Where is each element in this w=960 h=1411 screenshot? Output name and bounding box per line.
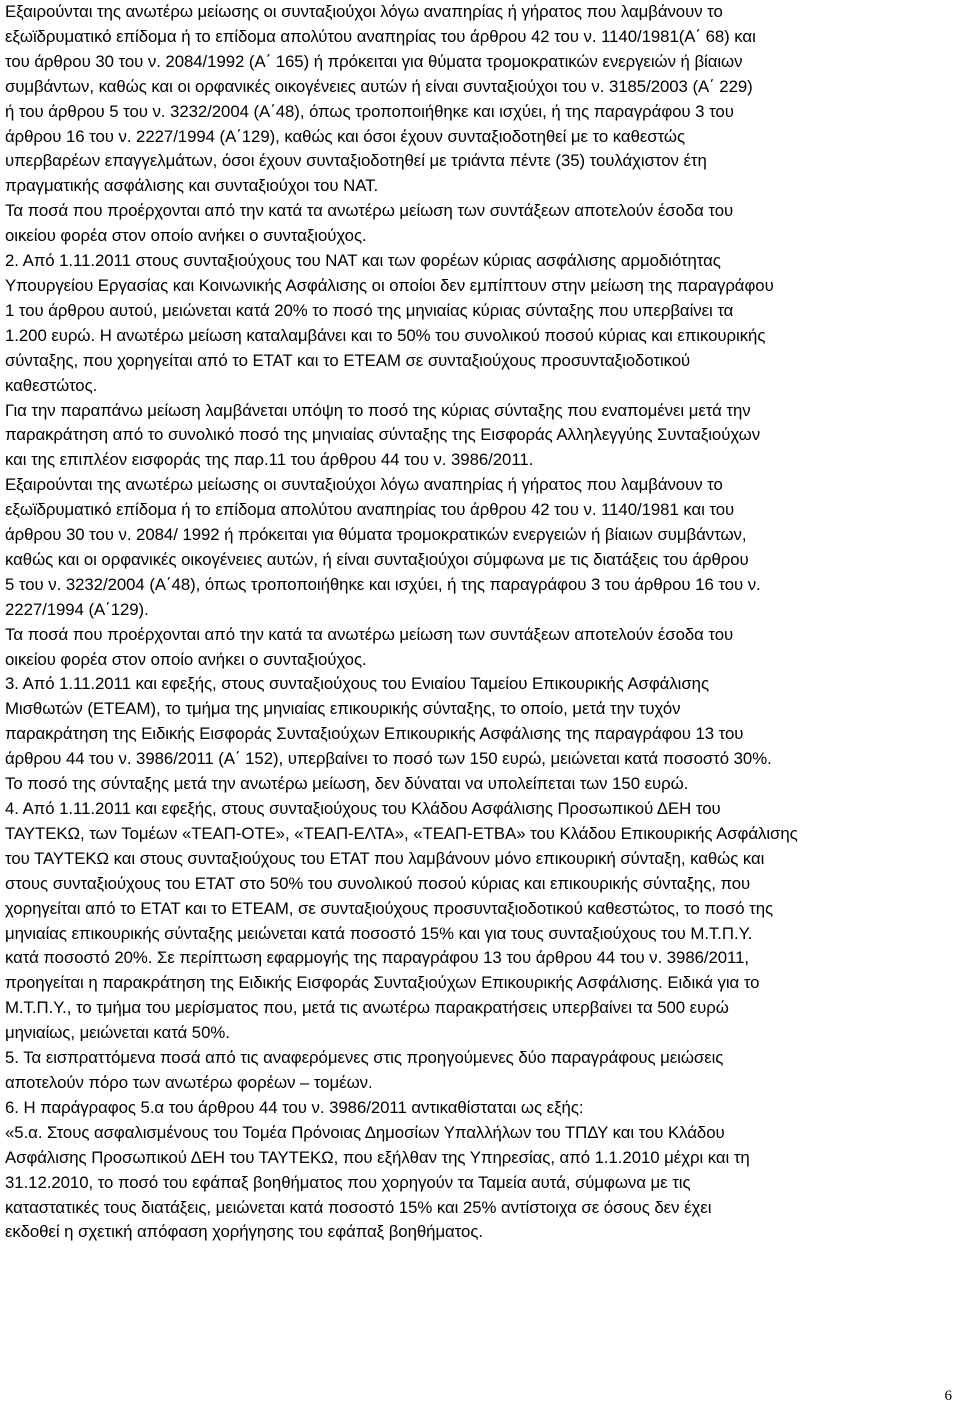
text-line: Τα ποσά που προέρχονται από την κατά τα ανωτέρω μείωση των συντάξεων αποτελούν έσοδα του: [5, 201, 734, 221]
text-line: ΤΑΥΤΕΚΩ, των Τομέων «ΤΕΑΠ-ΟΤΕ», «ΤΕΑΠ-ΕΛΤΑ», «ΤΕΑΠ-ΕΤΒΑ» του Κλάδου Επικουρικής Ασφάλισης: [5, 823, 798, 843]
text-line: «5.α. Στους ασφαλισμένους του Τομέα Πρόνοιας Δημοσίων Υπαλλήλων του ΤΠΔΥ και του Κλάδου: [5, 1122, 725, 1142]
text-line: οικείου φορέα στον οποίο ανήκει ο συνταξιούχος.: [5, 649, 367, 669]
text-line: πραγματικής ασφάλισης και συνταξιούχοι του ΝΑΤ.: [5, 176, 379, 196]
text-line: εκδοθεί η σχετική απόφαση χορήγησης του εφάπαξ βοηθήματος.: [5, 1222, 483, 1242]
text-line: 4. Από 1.11.2011 και εφεξής, στους συνταξιούχους του Κλάδου Ασφάλισης Προσωπικού ΔΕΗ του: [5, 799, 721, 818]
text-line: παρακράτηση από το συνολικό ποσό της μηνιαίας σύνταξης της Εισφοράς Αλληλεγγύης Συνταξιούχων: [5, 425, 761, 445]
text-line: άρθρου 30 του ν. 2084/ 1992 ή πρόκειται για θύματα τρομοκρατικών ενεργειών ή βίαιων συμβάντων,: [5, 525, 747, 545]
text-line: αποτελούν πόρο των ανωτέρω φορέων – τομέων.: [5, 1072, 373, 1092]
paragraph: [5, 672, 945, 797]
paragraph: [5, 623, 945, 673]
text-line: χορηγείται από το ΕΤΑΤ και το ΕΤΕΑΜ, σε συνταξιούχους προσυνταξιοδοτικού καθεστώτος, το ποσό της: [5, 898, 774, 918]
paragraph: [5, 797, 945, 1046]
text-line: οικείου φορέα στον οποίο ανήκει ο συνταξιούχος.: [5, 226, 367, 246]
text-line: του ΤΑΥΤΕΚΩ και στους συνταξιούχους του ΕΤΑΤ που λαμβάνουν μόνο επικουρική σύνταξη, καθώς και: [5, 848, 765, 868]
text-line: καταστατικές τους διατάξεις, μειώνεται κατά ποσοστό 15% και 25% αντίστοιχα σε όσους δεν έχει: [5, 1197, 712, 1217]
text-line: στους συνταξιούχους του ΕΤΑΤ στο 50% του συνολικού ποσού κύριας και επικουρικής σύνταξης, που: [5, 873, 751, 893]
paragraph: [5, 0, 945, 199]
text-line: 5 του ν. 3232/2004 (Α΄48), όπως τροποποιήθηκε και ισχύει, ή της παραγράφου 3 του άρθρου 16 του ν.: [5, 574, 761, 594]
text-line: Μ.Τ.Π.Υ., το τμήμα του μερίσματος που, μετά τις ανωτέρω παρακρατήσεις υπερβαίνει τα 500 ευρώ: [5, 998, 729, 1018]
text-line: Εξαιρούνται της ανωτέρω μείωσης οι συνταξιούχοι λόγω αναπηρίας ή γήρατος που λαμβάνουν το: [5, 475, 723, 495]
paragraph: [5, 1096, 945, 1121]
text-line: εξωϊδρυματικό επίδομα ή το επίδομα απολύτου αναπηρίας του άρθρου 42 του ν. 1140/1981 και του: [5, 500, 735, 520]
text-line: Το ποσό της σύνταξης μετά την ανωτέρω μείωση, δεν δύναται να υπολείπεται των 150 ευρώ.: [5, 774, 689, 794]
paragraph: [5, 399, 945, 474]
text-line: καθώς και οι ορφανικές οικογένειες αυτών, ή είναι συνταξιούχοι σύμφωνα με τις διατάξεις του άρθρου: [5, 549, 749, 569]
text-line: Ασφάλισης Προσωπικού ΔΕΗ του ΤΑΥΤΕΚΩ, που εξήλθαν της Υπηρεσίας, από 1.1.2010 μέχρι και τη: [5, 1147, 750, 1167]
paragraph: [5, 1046, 945, 1096]
text-line: μηνιαίας επικουρικής σύνταξης μειώνεται κατά ποσοστό 15% και για τους συνταξιούχους του Μ.Τ.Π.Υ.: [5, 923, 753, 943]
text-line: 1.200 ευρώ. Η ανωτέρω μείωση καταλαμβάνει και το 50% του συνολικού ποσού κύριας και επικουρικής: [5, 325, 766, 345]
text-line: άρθρου 44 του ν. 3986/2011 (Α΄ 152), υπερβαίνει το ποσό των 150 ευρώ, μειώνεται κατά ποσοστό 30%.: [5, 749, 772, 769]
text-line: καθεστώτος.: [5, 375, 98, 395]
page-number: 6: [944, 1388, 952, 1404]
text-line: 6. Η παράγραφος 5.α του άρθρου 44 του ν. 3986/2011 αντικαθίσταται ως εξής:: [5, 1097, 584, 1117]
document-body: [5, 0, 945, 1245]
text-line: προηγείται η παρακράτηση της Ειδικής Εισφοράς Συνταξιούχων Επικουρικής Ασφάλισης. Ειδικά για το: [5, 973, 760, 993]
text-line: 31.12.2010, το ποσό του εφάπαξ βοηθήματος που χορηγούν τα Ταμεία αυτά, σύμφωνα με τις: [5, 1172, 691, 1192]
text-line: του άρθρου 30 του ν. 2084/1992 (Α΄ 165) ή πρόκειται για θύματα τρομοκρατικών ενεργειών ή βίαιων: [5, 51, 743, 71]
text-line: παρακράτηση της Ειδικής Εισφοράς Συνταξιούχων Επικουρικής Ασφάλισης της παραγράφου 13 του: [5, 724, 744, 744]
text-line: 2. Από 1.11.2011 στους συνταξιούχους του ΝΑΤ και των φορέων κύριας ασφάλισης αρμοδιότητας: [5, 251, 721, 271]
paragraph: [5, 1121, 945, 1246]
text-line: άρθρου 16 του ν. 2227/1994 (Α΄129), καθώς και όσοι έχουν συνταξιοδοτηθεί με το καθεστώς: [5, 126, 686, 146]
paragraph: [5, 249, 945, 398]
text-line: υπερβαρέων επαγγελμάτων, όσοι έχουν συνταξιοδοτηθεί με τριάντα πέντε (35) τουλάχιστον έτη: [5, 151, 707, 171]
text-line: 5. Τα εισπραττόμενα ποσά από τις αναφερόμενες στις προηγούμενες δύο παραγράφους μειώσεις: [5, 1048, 724, 1068]
text-line: και της επιπλέον εισφοράς της παρ.11 του άρθρου 44 του ν. 3986/2011.: [5, 450, 534, 470]
text-line: Εξαιρούνται της ανωτέρω μείωσης οι συνταξιούχοι λόγω αναπηρίας ή γήρατος που λαμβάνουν το: [5, 2, 723, 21]
text-line: Μισθωτών (ΕΤΕΑΜ), το τμήμα της μηνιαίας επικουρικής σύνταξης, το οποίο, μετά την τυχόν: [5, 699, 681, 719]
text-line: κατά ποσοστό 20%. Σε περίπτωση εφαρμογής της παραγράφου 13 του άρθρου 44 του ν. 3986/2011,: [5, 948, 749, 968]
text-line: σύνταξης, που χορηγείται από το ΕΤΑΤ και το ΕΤΕΑΜ σε συνταξιούχους προσυνταξιοδοτικού: [5, 350, 691, 370]
text-line: Υπουργείου Εργασίας και Κοινωνικής Ασφάλισης οι οποίοι δεν εμπίπτουν στην μείωση της παραγράφου: [5, 275, 774, 295]
paragraph: [5, 473, 945, 622]
text-line: 3. Από 1.11.2011 και εφεξής, στους συνταξιούχους του Ενιαίου Ταμείου Επικουρικής Ασφάλισης: [5, 674, 709, 694]
text-line: ή του άρθρου 5 του ν. 3232/2004 (Α΄48), όπως τροποποιήθηκε και ισχύει, ή της παραγράφου 3 του: [5, 101, 734, 121]
text-line: 1 του άρθρου αυτού, μειώνεται κατά 20% το ποσό της μηνιαίας κύριας σύνταξης που υπερβαίνει τα: [5, 300, 734, 320]
text-line: Για την παραπάνω μείωση λαμβάνεται υπόψη το ποσό της κύριας σύνταξης που εναπομένει μετά την: [5, 400, 751, 420]
text-line: συμβάντων, καθώς και οι ορφανικές οικογένειες αυτών ή είναι συνταξιούχοι του ν. 3185/2003 (Α΄ 229): [5, 76, 753, 96]
text-line: Τα ποσά που προέρχονται από την κατά τα ανωτέρω μείωση των συντάξεων αποτελούν έσοδα του: [5, 624, 734, 644]
text-line: 2227/1994 (Α΄129).: [5, 599, 149, 619]
text-line: μηνιαίως, μειώνεται κατά 50%.: [5, 1023, 230, 1043]
text-line: εξωϊδρυματικό επίδομα ή το επίδομα απολύτου αναπηρίας του άρθρου 42 του ν. 1140/1981(Α΄ 68) και: [5, 26, 756, 46]
paragraph: [5, 199, 945, 249]
